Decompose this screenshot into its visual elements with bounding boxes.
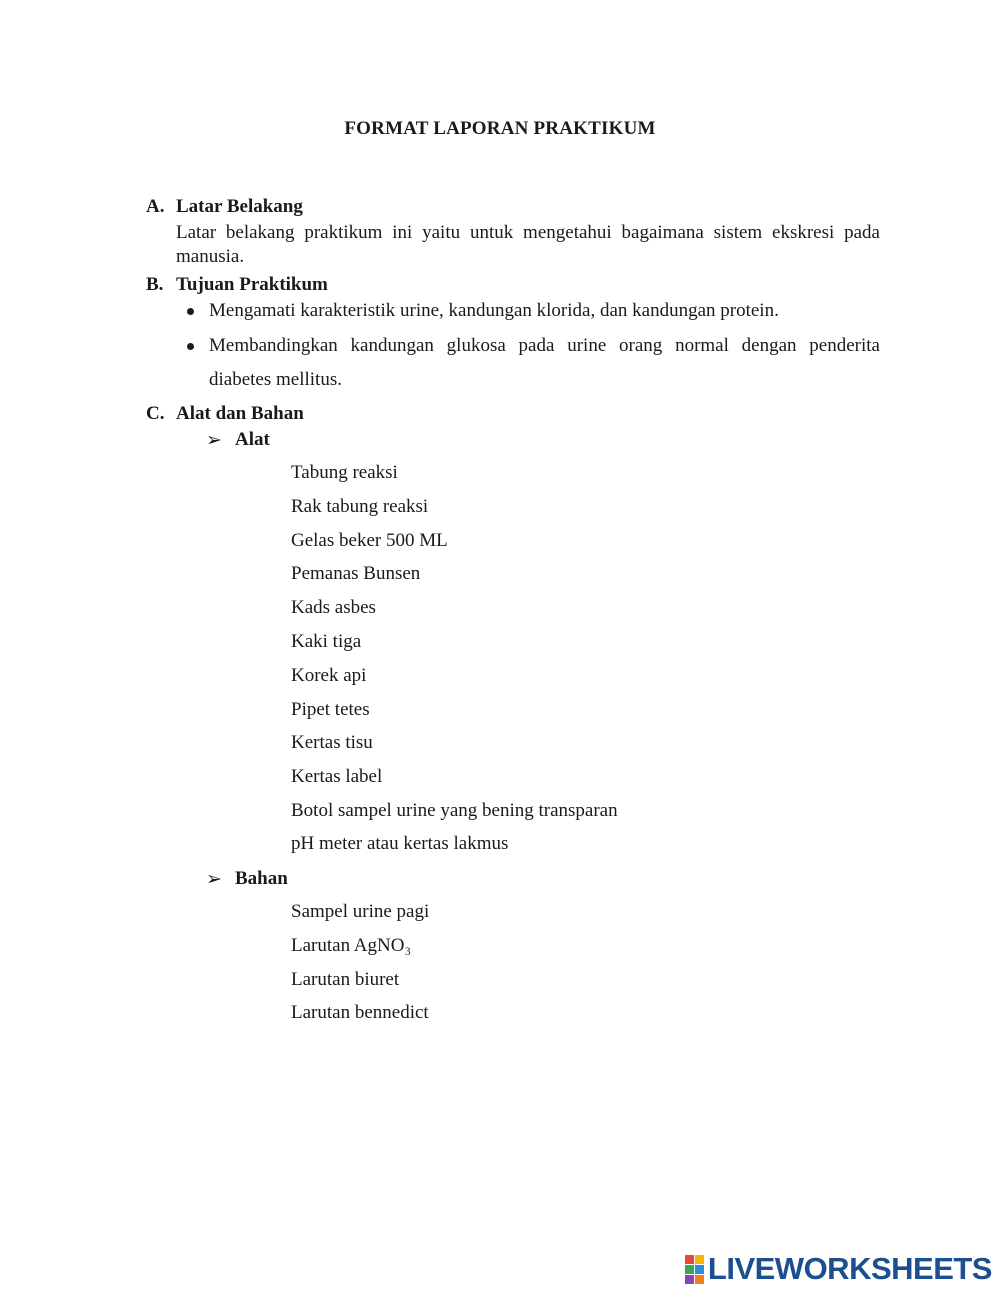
- alat-item: Pemanas Bunsen: [291, 563, 421, 584]
- alat-item: Kertas tisu: [291, 732, 373, 753]
- arrow-bullet-icon: ➢: [206, 430, 222, 451]
- section-c-letter: C.: [146, 403, 165, 424]
- bullet-icon: [187, 308, 194, 315]
- bahan-heading: Bahan: [235, 868, 288, 889]
- section-b-letter: B.: [146, 274, 164, 295]
- arrow-bullet-icon: ➢: [206, 869, 222, 890]
- alat-item: Kertas label: [291, 766, 383, 787]
- section-a-letter: A.: [146, 196, 165, 217]
- bahan-item: Larutan bennedict: [291, 1002, 429, 1023]
- alat-item: Kaki tiga: [291, 631, 362, 652]
- alat-item: Tabung reaksi: [291, 462, 398, 483]
- section-a-text: Latar belakang praktikum ini yaitu untuk mengetahui bagaimana sistem ekskresi pada manusia.: [176, 222, 880, 267]
- bahan-item: Larutan AgNO₃: [291, 935, 412, 956]
- section-b-bullet: Membandingkan kandungan glukosa pada urine orang normal dengan penderita diabetes mellitus.: [209, 335, 880, 390]
- brand-logo-icon: [685, 1255, 704, 1284]
- page-title: FORMAT LAPORAN PRAKTIKUM: [344, 118, 656, 139]
- alat-item: Kads asbes: [291, 597, 376, 618]
- alat-item: Botol sampel urine yang bening transparan: [291, 800, 618, 821]
- section-b-heading: Tujuan Praktikum: [176, 274, 328, 295]
- bahan-item: Larutan biuret: [291, 969, 400, 990]
- alat-item: pH meter atau kertas lakmus: [291, 833, 509, 854]
- alat-item: Gelas beker 500 ML: [291, 530, 448, 551]
- brand-name: LIVEWORKSHEETS: [707, 1251, 992, 1286]
- alat-item: Korek api: [291, 665, 367, 686]
- alat-heading: Alat: [235, 429, 270, 450]
- section-c-heading: Alat dan Bahan: [176, 403, 304, 424]
- alat-item: Pipet tetes: [291, 699, 370, 720]
- section-a-heading: Latar Belakang: [176, 196, 303, 217]
- alat-item: Rak tabung reaksi: [291, 496, 429, 517]
- bullet-icon: [187, 343, 194, 350]
- section-b-bullet: Mengamati karakteristik urine, kandungan klorida, dan kandungan protein.: [209, 300, 779, 321]
- brand-watermark[interactable]: [685, 1252, 992, 1286]
- bahan-item: Sampel urine pagi: [291, 901, 430, 922]
